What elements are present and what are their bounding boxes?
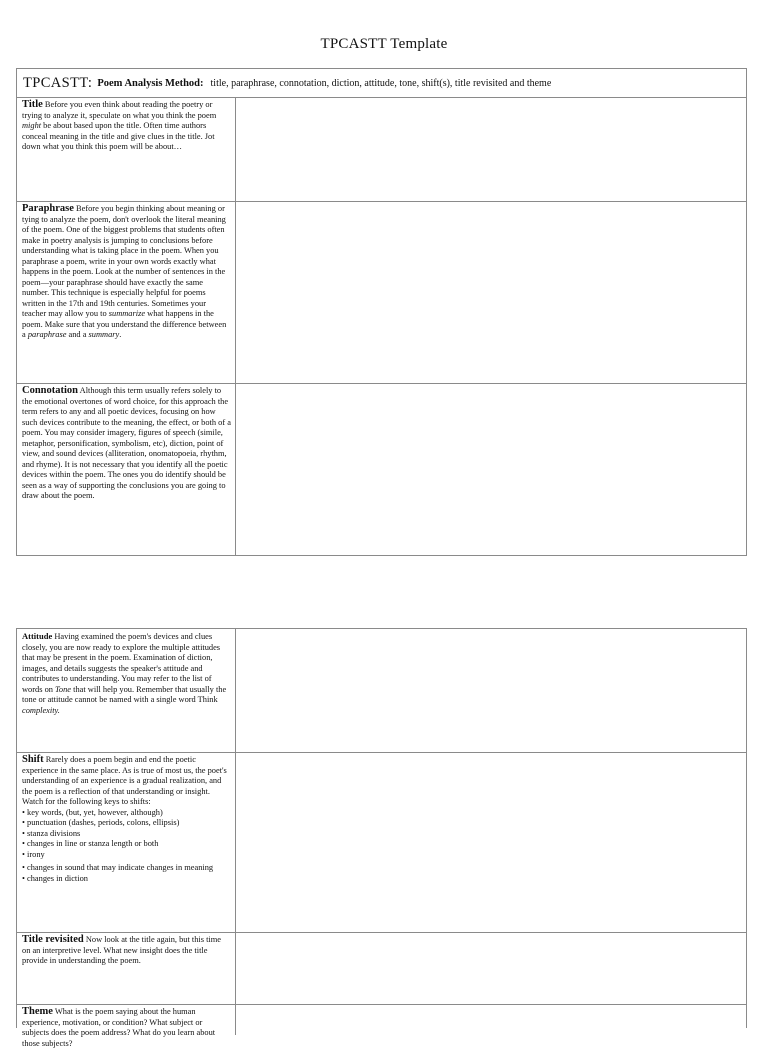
shift-term: Shift [22,754,44,765]
attitude-response-field[interactable] [236,629,746,752]
table-header-row [17,69,746,98]
shift-key-item: • changes in line or stanza length or both [22,839,159,848]
paraphrase-term: Paraphrase [22,203,74,214]
shift-description-cell [17,753,236,932]
title-text: Before you even think about reading the poetry or trying to analyze it, speculate on what you think the poem [22,100,217,120]
title-emphasis: might [22,121,42,130]
analysis-table-page-1 [16,68,747,556]
header-method-label: Poem Analysis Method: [97,77,204,89]
title-revisited-description-cell [17,933,236,1004]
title-revisited-response-field[interactable] [236,933,746,1004]
title-text-2: be about based upon the title. Often time authors conceal meaning in the title and give clues in the title. Jot down what you think this poem will be about… [22,121,215,151]
analysis-table-page-2 [16,628,747,1048]
title-response-field[interactable] [236,98,746,201]
shift-response-field[interactable] [236,753,746,932]
theme-description-cell [17,1005,236,1048]
theme-text: What is the poem saying about the human experience, motivation, or condition? What subject or subjects does the poem address? What do you learn about those subjects? [22,1007,216,1048]
attitude-row [17,629,746,753]
paraphrase-emphasis-2: paraphrase [27,330,67,339]
attitude-emphasis-1: Tone [55,684,72,694]
title-revisited-text: Now look at the title again, but this time on an interpretive level. What new insight does the title provide in understanding the poem. [22,935,221,965]
shift-key-item: • stanza divisions [22,828,81,838]
attitude-text-2: that will help you. Remember that usually the tone or attitude cannot be named with a single word Think [22,684,227,704]
header-element-list: title, paraphrase, connotation, diction, attitude, tone, shift(s), title revisited and theme [210,77,552,89]
shift-key-item: • punctuation (dashes, periods, colons, ellipsis) [22,818,180,827]
theme-row [17,1005,746,1048]
paraphrase-row [17,202,746,384]
paraphrase-response-field[interactable] [236,202,746,383]
connotation-description-cell [17,384,236,555]
shift-intro: Rarely does a poem begin and end the poetic experience in the same place. As is true of most us, the poet's understanding of an experience is a gradual realization, and the poem is a reflection of that understanding or insight. Watch for the following keys to shifts: [22,755,227,806]
shift-key-item: • key words, (but, yet, however, although) [22,807,163,817]
paraphrase-text-3: and a [68,330,87,339]
attitude-emphasis-2: complexity. [22,705,60,715]
paraphrase-emphasis-1: summarize [108,309,146,318]
paraphrase-text-2: what happens in the poem. Make sure that you understand the difference between a [22,309,227,339]
connotation-text: Although this term usually refers solely to the emotional overtones of word choice, for this approach the term refers to any and all poetic devices, focusing on how such devices contribute to the meaning, the effect, or both of a poem. You may consider imagery, figures of speech (simile, metaphor, personification, symbolism, etc), diction, point of view, and sound devices (alliteration, onomatopoeia, rhythm, and rhyme). It is not necessary that you identify all the poetic devices within the poem. The ones you do identify should be seen as a way of supporting the conclusions you are going to draw about the poem. [22,386,231,500]
connotation-term: Connotation [22,385,79,396]
title-revisited-term: Title revisited [22,934,84,945]
attitude-description-cell [17,629,236,752]
shift-row [17,753,746,933]
theme-term: Theme [22,1006,53,1017]
paraphrase-text: Before you begin thinking about meaning or tying to analyze the poem, don't overlook the literal meaning of the poem. One of the biggest problems that students often make in poetry analysis is jumping to conclusions before understanding what is taking place in the poem. When you paraphrase a poem, write in your own words exactly what happens in the poem. Look at the number of sentences in the poem—your paraphrase should have exactly the same number. This technique is especially helpful for poems written in the 17th and 19th centuries. Sometimes your teacher may allow you to [22,204,226,318]
attitude-text: Having examined the poem's devices and clues closely, you are now ready to explore the multiple attitudes that may be present in the poem. Examination of diction, images, and details suggests the speaker's attitude and contributes to understanding. You may refer to the list of words on [22,632,221,694]
shift-key-item: • changes in sound that may indicate changes in meaning [22,863,214,872]
paraphrase-emphasis-3: summary [88,330,120,339]
document-title: TPCASTT Template [320,36,448,52]
title-row [17,98,746,202]
attitude-term: Attitude [22,631,53,641]
shift-key-item: • irony [22,849,45,859]
theme-response-field[interactable] [236,1005,746,1035]
connotation-response-field[interactable] [236,384,746,555]
header-brand: TPCASTT: [23,74,93,91]
paraphrase-description-cell [17,202,236,383]
connotation-row [17,384,746,555]
shift-key-item: • changes in diction [22,873,88,883]
title-revisited-row [17,933,746,1005]
title-description-cell [17,98,236,201]
paraphrase-text-4: . [119,330,122,339]
title-term: Title [22,99,43,110]
